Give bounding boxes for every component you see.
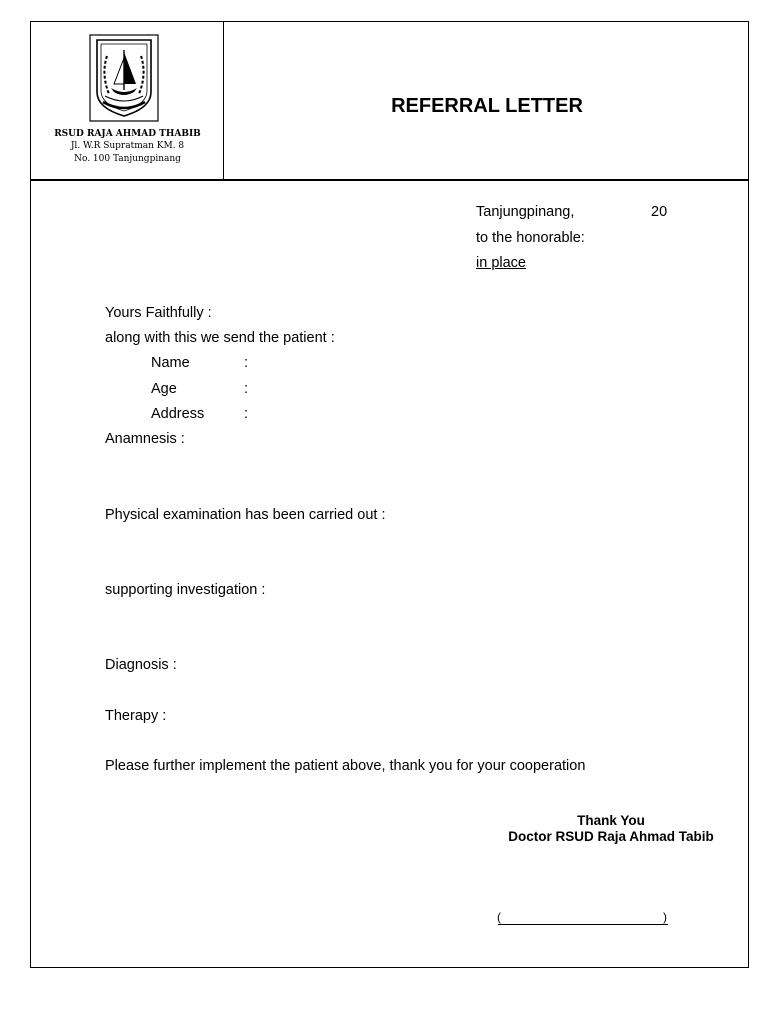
field-label-address: Address	[151, 406, 205, 422]
letter-header	[31, 22, 748, 181]
signature-close-paren: )	[663, 910, 667, 924]
field-label-age: Age	[151, 381, 177, 397]
institution-name: RSUD RAJA AHMAD THABIB	[54, 129, 201, 139]
field-sep-name: :	[244, 355, 249, 371]
closing-statement: Please further implement the patient above, thank you for your cooperation	[105, 758, 586, 774]
intro-line: along with this we send the patient :	[105, 330, 335, 346]
field-label-name: Name	[151, 355, 190, 371]
institution-address-line1: Jl. W.R Supratman KM. 8	[70, 141, 185, 151]
institution-block	[31, 22, 224, 179]
thank-you-text: Thank You	[577, 813, 645, 828]
physical-exam-label: Physical examination has been carried out :	[105, 507, 386, 523]
field-sep-age: :	[244, 381, 249, 397]
greeting: Yours Faithfully :	[105, 305, 212, 321]
place-label: Tanjungpinang,	[476, 204, 575, 220]
field-sep-address: :	[244, 406, 249, 422]
addressee-label: to the honorable:	[476, 230, 585, 246]
year-prefix: 20	[651, 204, 668, 220]
document-title: REFERRAL LETTER	[391, 95, 583, 117]
anamnesis-label: Anamnesis :	[105, 431, 185, 447]
signature-open-paren: (	[497, 910, 501, 924]
therapy-label: Therapy :	[105, 708, 167, 724]
signature-line	[498, 924, 668, 925]
in-place-label: in place	[476, 255, 526, 271]
signer-title: Doctor RSUD Raja Ahmad Tabib	[508, 829, 714, 844]
diagnosis-label: Diagnosis :	[105, 657, 177, 673]
hospital-emblem-logo	[89, 34, 159, 122]
letter-frame	[30, 21, 749, 968]
supporting-investigation-label: supporting investigation :	[105, 582, 266, 598]
institution-address-line2: No. 100 Tanjungpinang	[74, 154, 181, 164]
